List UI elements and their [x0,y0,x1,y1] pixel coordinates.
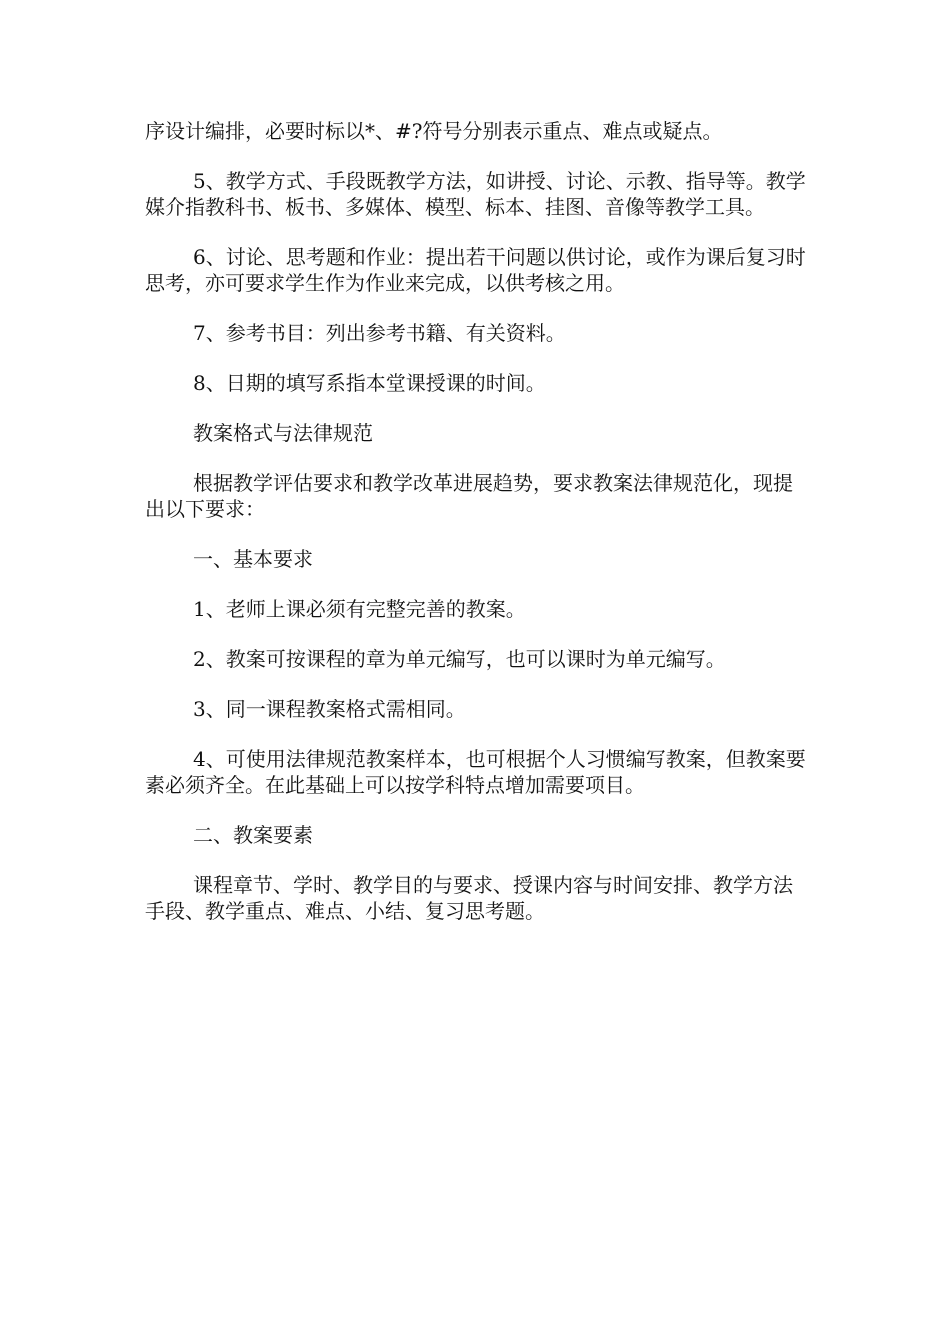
paragraph-item-7: 7、参考书目：列出参考书籍、有关资料。 [193,321,566,345]
requirement-item-2: 2、教案可按课程的章为单元编写，也可以课时为单元编写。 [193,647,726,671]
requirement-item-3: 3、同一课程教案格式需相同。 [193,697,466,721]
paragraph-lesson-elements: 课程章节、学时、教学目的与要求、授课内容与时间安排、教学方法手段、教学重点、难点、小结、复习思考题。 [145,873,793,923]
document-body [145,118,810,948]
paragraph-continuation: 序设计编排，必要时标以*、#?符号分别表示重点、难点或疑点。 [145,119,723,143]
paragraph-item-6: 6、讨论、思考题和作业：提出若干问题以供讨论，或作为课后复习时思考，亦可要求学生作为作业来完成，以供考核之用。 [145,245,806,295]
requirement-item-1: 1、老师上课必须有完整完善的教案。 [193,597,526,621]
subheading-basic-requirements: 一、基本要求 [193,547,313,571]
requirement-item-4: 4、可使用法律规范教案样本，也可根据个人习惯编写教案，但教案要素必须齐全。在此基础上可以按学科特点增加需要项目。 [145,747,806,797]
paragraph-intro: 根据教学评估要求和教学改革进展趋势，要求教案法律规范化，现提出以下要求： [145,471,793,521]
paragraph-item-5: 5、教学方式、手段既教学方法，如讲授、讨论、示教、指导等。教学媒介指教科书、板书、多媒体、模型、标本、挂图、音像等教学工具。 [145,169,806,219]
subheading-lesson-elements: 二、教案要素 [193,823,313,847]
section-heading: 教案格式与法律规范 [193,421,373,445]
paragraph-item-8: 8、日期的填写系指本堂课授课的时间。 [193,371,546,395]
